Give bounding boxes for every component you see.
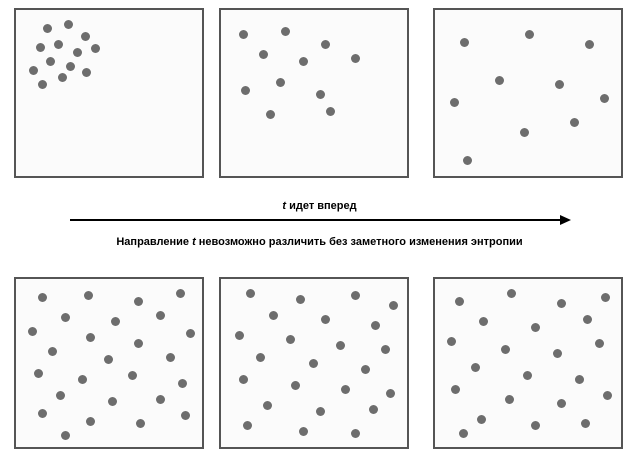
entropy-note-suffix: невозможно различить без заметного изменения энтропии bbox=[195, 236, 523, 248]
particle-dot bbox=[186, 329, 195, 338]
particle-dot bbox=[460, 38, 469, 47]
particle-dot bbox=[263, 401, 272, 410]
particle-dot bbox=[38, 409, 47, 418]
particle-dot bbox=[321, 315, 330, 324]
particle-dot bbox=[299, 57, 308, 66]
particle-dot bbox=[134, 339, 143, 348]
particle-dot bbox=[351, 291, 360, 300]
particle-dot bbox=[61, 431, 70, 440]
particle-dot bbox=[321, 40, 330, 49]
particle-dot bbox=[281, 27, 290, 36]
particle-box-top-left bbox=[14, 8, 204, 178]
particle-dot bbox=[156, 311, 165, 320]
particle-dot bbox=[463, 156, 472, 165]
particle-dot bbox=[38, 80, 47, 89]
particle-dot bbox=[34, 369, 43, 378]
particle-dot bbox=[266, 110, 275, 119]
particle-dot bbox=[351, 54, 360, 63]
particle-dot bbox=[136, 419, 145, 428]
particle-dot bbox=[316, 407, 325, 416]
particle-dot bbox=[531, 323, 540, 332]
particle-dot bbox=[256, 353, 265, 362]
particle-dot bbox=[316, 90, 325, 99]
particle-dot bbox=[471, 363, 480, 372]
particle-box-bottom-middle bbox=[219, 277, 409, 449]
particle-dot bbox=[309, 359, 318, 368]
particle-dot bbox=[341, 385, 350, 394]
particle-dot bbox=[104, 355, 113, 364]
particle-dot bbox=[326, 107, 335, 116]
particle-dot bbox=[507, 289, 516, 298]
particle-dot bbox=[531, 421, 540, 430]
particle-dot bbox=[178, 379, 187, 388]
particle-dot bbox=[505, 395, 514, 404]
particle-dot bbox=[459, 429, 468, 438]
entropy-note bbox=[0, 236, 639, 248]
particle-dot bbox=[570, 118, 579, 127]
particle-dot bbox=[361, 365, 370, 374]
particle-dot bbox=[455, 297, 464, 306]
particle-dot bbox=[386, 389, 395, 398]
particle-dot bbox=[111, 317, 120, 326]
particle-dot bbox=[371, 321, 380, 330]
particle-dot bbox=[259, 50, 268, 59]
particle-dot bbox=[84, 291, 93, 300]
particle-dot bbox=[286, 335, 295, 344]
particle-dot bbox=[585, 40, 594, 49]
particle-dot bbox=[451, 385, 460, 394]
time-arrow-head bbox=[560, 215, 571, 225]
particle-dot bbox=[523, 371, 532, 380]
particle-dot bbox=[389, 301, 398, 310]
particle-dot bbox=[583, 315, 592, 324]
particle-dot bbox=[29, 66, 38, 75]
particle-dot bbox=[447, 337, 456, 346]
particle-dot bbox=[61, 313, 70, 322]
entropy-note-italic: t bbox=[192, 236, 196, 248]
particle-dot bbox=[43, 24, 52, 33]
particle-dot bbox=[603, 391, 612, 400]
particle-dot bbox=[176, 289, 185, 298]
particle-box-top-middle bbox=[219, 8, 409, 178]
particle-dot bbox=[235, 331, 244, 340]
particle-dot bbox=[46, 57, 55, 66]
particle-dot bbox=[495, 76, 504, 85]
particle-dot bbox=[156, 395, 165, 404]
particle-dot bbox=[239, 375, 248, 384]
particle-dot bbox=[246, 289, 255, 298]
particle-dot bbox=[128, 371, 137, 380]
particle-dot bbox=[86, 333, 95, 342]
particle-dot bbox=[520, 128, 529, 137]
particle-dot bbox=[56, 391, 65, 400]
particle-dot bbox=[557, 299, 566, 308]
particle-dot bbox=[553, 349, 562, 358]
particle-box-top-right bbox=[433, 8, 623, 178]
particle-box-bottom-left bbox=[14, 277, 204, 449]
particle-dot bbox=[181, 411, 190, 420]
particle-dot bbox=[48, 347, 57, 356]
particle-dot bbox=[595, 339, 604, 348]
particle-dot bbox=[66, 62, 75, 71]
particle-dot bbox=[78, 375, 87, 384]
particle-dot bbox=[166, 353, 175, 362]
arrow-label-suffix: идет вперед bbox=[286, 200, 357, 212]
particle-dot bbox=[269, 311, 278, 320]
particle-dot bbox=[239, 30, 248, 39]
particle-dot bbox=[276, 78, 285, 87]
particle-dot bbox=[241, 86, 250, 95]
particle-dot bbox=[501, 345, 510, 354]
particle-box-bottom-right bbox=[433, 277, 623, 449]
particle-dot bbox=[296, 295, 305, 304]
particle-dot bbox=[477, 415, 486, 424]
particle-dot bbox=[575, 375, 584, 384]
particle-dot bbox=[351, 429, 360, 438]
particle-dot bbox=[299, 427, 308, 436]
arrow-label bbox=[0, 200, 639, 212]
particle-dot bbox=[134, 297, 143, 306]
particle-dot bbox=[91, 44, 100, 53]
particle-dot bbox=[369, 405, 378, 414]
particle-dot bbox=[581, 419, 590, 428]
arrow-label-italic: t bbox=[282, 200, 287, 212]
particle-dot bbox=[601, 293, 610, 302]
particle-dot bbox=[525, 30, 534, 39]
particle-dot bbox=[479, 317, 488, 326]
particle-dot bbox=[450, 98, 459, 107]
particle-dot bbox=[28, 327, 37, 336]
particle-dot bbox=[82, 68, 91, 77]
particle-dot bbox=[81, 32, 90, 41]
particle-dot bbox=[38, 293, 47, 302]
particle-dot bbox=[557, 399, 566, 408]
particle-dot bbox=[64, 20, 73, 29]
particle-dot bbox=[58, 73, 67, 82]
particle-dot bbox=[600, 94, 609, 103]
particle-dot bbox=[336, 341, 345, 350]
particle-dot bbox=[291, 381, 300, 390]
particle-dot bbox=[243, 421, 252, 430]
entropy-note-prefix: Направление bbox=[116, 236, 193, 248]
particle-dot bbox=[108, 397, 117, 406]
particle-dot bbox=[381, 345, 390, 354]
particle-dot bbox=[555, 80, 564, 89]
particle-dot bbox=[54, 40, 63, 49]
particle-dot bbox=[86, 417, 95, 426]
time-arrow-line bbox=[70, 219, 560, 221]
particle-dot bbox=[36, 43, 45, 52]
particle-dot bbox=[73, 48, 82, 57]
